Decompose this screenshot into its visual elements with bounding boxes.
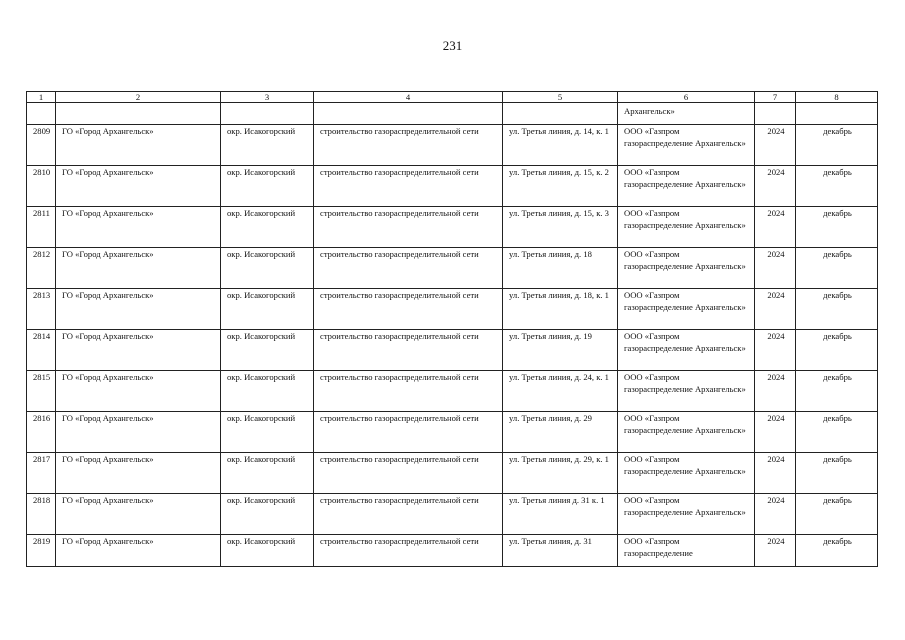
address-cell: ул. Третья линия, д. 31	[503, 535, 618, 567]
row-number-cell: 2819	[27, 535, 56, 567]
address-cell: ул. Третья линия д. 31 к. 1	[503, 494, 618, 535]
work-type-cell: строительство газораспределительной сети	[314, 166, 503, 207]
column-header-row	[27, 92, 878, 103]
table-row	[27, 166, 878, 207]
municipality-cell: ГО «Город Архангельск»	[56, 371, 221, 412]
municipality-cell: ГО «Город Архангельск»	[56, 330, 221, 371]
month-cell: декабрь	[796, 371, 878, 412]
address-cell: ул. Третья линия, д. 29	[503, 412, 618, 453]
table-cell	[27, 103, 56, 125]
municipality-cell: ГО «Город Архангельск»	[56, 535, 221, 567]
column-header: 4	[314, 92, 503, 103]
work-type-cell: строительство газораспределительной сети	[314, 412, 503, 453]
table-row	[27, 207, 878, 248]
table-row	[27, 535, 878, 567]
month-cell: декабрь	[796, 412, 878, 453]
district-cell: окр. Исакогорский	[221, 494, 314, 535]
table-cell	[503, 103, 618, 125]
table-rows	[27, 125, 878, 567]
municipality-cell: ГО «Город Архангельск»	[56, 166, 221, 207]
row-number-cell: 2816	[27, 412, 56, 453]
work-type-cell: строительство газораспределительной сети	[314, 371, 503, 412]
column-header: 6	[618, 92, 755, 103]
row-number-cell: 2815	[27, 371, 56, 412]
column-header: 2	[56, 92, 221, 103]
municipality-cell: ГО «Город Архангельск»	[56, 125, 221, 166]
organization-cell: ООО «Газпром газораспределение Архангельск»	[618, 166, 755, 207]
row-number-cell: 2810	[27, 166, 56, 207]
row-number-cell: 2812	[27, 248, 56, 289]
table-cell	[221, 103, 314, 125]
district-cell: окр. Исакогорский	[221, 453, 314, 494]
column-header: 3	[221, 92, 314, 103]
table-row	[27, 371, 878, 412]
year-cell: 2024	[755, 289, 796, 330]
municipality-cell: ГО «Город Архангельск»	[56, 494, 221, 535]
organization-cell: Архангельск»	[618, 103, 755, 125]
organization-cell: ООО «Газпром газораспределение Архангельск»	[618, 412, 755, 453]
address-cell: ул. Третья линия, д. 29, к. 1	[503, 453, 618, 494]
continuation-row	[27, 103, 878, 125]
work-type-cell: строительство газораспределительной сети	[314, 207, 503, 248]
row-number-cell: 2817	[27, 453, 56, 494]
municipality-cell: ГО «Город Архангельск»	[56, 453, 221, 494]
address-cell: ул. Третья линия, д. 15, к. 2	[503, 166, 618, 207]
table-cell	[755, 103, 796, 125]
address-cell: ул. Третья линия, д. 24, к. 1	[503, 371, 618, 412]
district-cell: окр. Исакогорский	[221, 535, 314, 567]
table-row	[27, 412, 878, 453]
work-type-cell: строительство газораспределительной сети	[314, 248, 503, 289]
year-cell: 2024	[755, 494, 796, 535]
table-cell	[314, 103, 503, 125]
organization-cell: ООО «Газпром газораспределение Архангельск»	[618, 494, 755, 535]
column-header: 8	[796, 92, 878, 103]
work-type-cell: строительство газораспределительной сети	[314, 289, 503, 330]
year-cell: 2024	[755, 371, 796, 412]
table-cell	[56, 103, 221, 125]
address-cell: ул. Третья линия, д. 15, к. 3	[503, 207, 618, 248]
organization-cell: ООО «Газпром газораспределение Архангельск»	[618, 371, 755, 412]
table-row	[27, 494, 878, 535]
row-number-cell: 2811	[27, 207, 56, 248]
address-cell: ул. Третья линия, д. 18	[503, 248, 618, 289]
organization-cell: ООО «Газпром газораспределение Архангельск»	[618, 289, 755, 330]
year-cell: 2024	[755, 453, 796, 494]
district-cell: окр. Исакогорский	[221, 166, 314, 207]
year-cell: 2024	[755, 166, 796, 207]
month-cell: декабрь	[796, 494, 878, 535]
table-cell	[796, 103, 878, 125]
municipality-cell: ГО «Город Архангельск»	[56, 289, 221, 330]
work-type-cell: строительство газораспределительной сети	[314, 330, 503, 371]
month-cell: декабрь	[796, 248, 878, 289]
work-type-cell: строительство газораспределительной сети	[314, 494, 503, 535]
table-row	[27, 330, 878, 371]
year-cell: 2024	[755, 125, 796, 166]
year-cell: 2024	[755, 535, 796, 567]
municipality-cell: ГО «Город Архангельск»	[56, 207, 221, 248]
month-cell: декабрь	[796, 535, 878, 567]
month-cell: декабрь	[796, 125, 878, 166]
month-cell: декабрь	[796, 207, 878, 248]
row-number-cell: 2809	[27, 125, 56, 166]
works-table	[26, 91, 878, 567]
address-cell: ул. Третья линия, д. 18, к. 1	[503, 289, 618, 330]
page-number: 231	[442, 38, 463, 53]
organization-cell: ООО «Газпром газораспределение Архангельск»	[618, 453, 755, 494]
row-number-cell: 2814	[27, 330, 56, 371]
district-cell: окр. Исакогорский	[221, 125, 314, 166]
organization-cell: ООО «Газпром газораспределение Архангельск»	[618, 248, 755, 289]
month-cell: декабрь	[796, 330, 878, 371]
column-header: 1	[27, 92, 56, 103]
table-row	[27, 289, 878, 330]
district-cell: окр. Исакогорский	[221, 289, 314, 330]
year-cell: 2024	[755, 207, 796, 248]
district-cell: окр. Исакогорский	[221, 248, 314, 289]
work-type-cell: строительство газораспределительной сети	[314, 453, 503, 494]
table-row	[27, 125, 878, 166]
organization-cell: ООО «Газпром газораспределение Архангельск»	[618, 330, 755, 371]
address-cell: ул. Третья линия, д. 19	[503, 330, 618, 371]
row-number-cell: 2818	[27, 494, 56, 535]
month-cell: декабрь	[796, 289, 878, 330]
address-cell: ул. Третья линия, д. 14, к. 1	[503, 125, 618, 166]
table-row	[27, 453, 878, 494]
year-cell: 2024	[755, 248, 796, 289]
district-cell: окр. Исакогорский	[221, 412, 314, 453]
month-cell: декабрь	[796, 453, 878, 494]
table-row	[27, 248, 878, 289]
organization-cell: ООО «Газпром газораспределение Архангельск»	[618, 125, 755, 166]
district-cell: окр. Исакогорский	[221, 371, 314, 412]
work-type-cell: строительство газораспределительной сети	[314, 125, 503, 166]
month-cell: декабрь	[796, 166, 878, 207]
year-cell: 2024	[755, 412, 796, 453]
organization-cell: ООО «Газпром газораспределение Архангельск»	[618, 207, 755, 248]
municipality-cell: ГО «Город Архангельск»	[56, 248, 221, 289]
district-cell: окр. Исакогорский	[221, 330, 314, 371]
column-header: 5	[503, 92, 618, 103]
row-number-cell: 2813	[27, 289, 56, 330]
municipality-cell: ГО «Город Архангельск»	[56, 412, 221, 453]
district-cell: окр. Исакогорский	[221, 207, 314, 248]
work-type-cell: строительство газораспределительной сети	[314, 535, 503, 567]
column-header: 7	[755, 92, 796, 103]
organization-cell: ООО «Газпром газораспределение	[618, 535, 755, 567]
year-cell: 2024	[755, 330, 796, 371]
